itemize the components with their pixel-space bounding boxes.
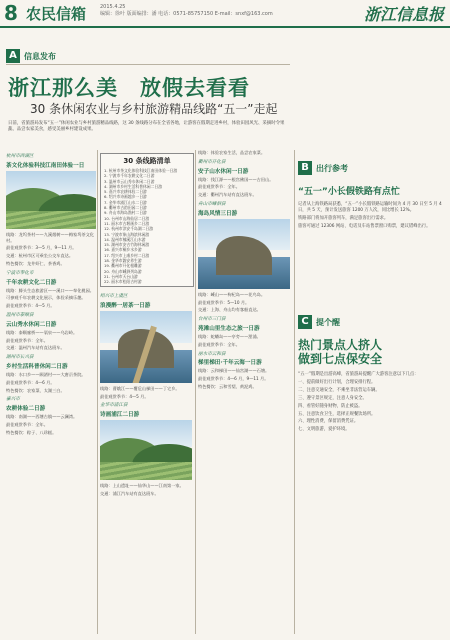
item-place: 衢州市开化县 (198, 159, 226, 165)
route-line: 4. 湖州市乡村生活科普休闲二日游 (104, 183, 162, 189)
item-title: 浪漫醉一居茶一日游 (100, 302, 151, 309)
item-place: 嘉兴市 (6, 397, 20, 403)
item-place: 金华市浦江县 (100, 403, 128, 409)
route-line: 11. 丽水市古堰画乡二日游 (104, 220, 150, 226)
route-box-title: 30 条线路清单 (123, 157, 171, 165)
header-meta (100, 4, 273, 18)
route-line: 20. 舟山市嵊泗列岛游 (104, 268, 142, 274)
badge-text: 提个醒 (316, 317, 340, 327)
item-body: 最佳观赏季节：4—5 月。 (6, 303, 55, 309)
item-title: 农耕体验二日游 (6, 406, 46, 413)
paragraph: 五、注意饮食卫生，选择正规餐饮场所。 (298, 411, 376, 417)
item-body: 最佳观赏季节：3—5 月，9—11 月。 (6, 245, 77, 251)
divider (6, 64, 290, 65)
section-b-badge (298, 161, 348, 175)
item-body: 线路：体验农家生活，品尝农家菜。 (198, 150, 266, 155)
route-line: 17. 绍兴市上虞乡村二日游 (104, 252, 150, 258)
item-title: 乡村生活科普休闲二日游 (6, 363, 68, 370)
item-title: 海岛风情三日游 (198, 210, 238, 217)
route-line: 7. 金华市浦江山水二日游 (104, 199, 147, 205)
paragraph: 三、遵守景区规定，注意人身安全。 (298, 395, 367, 401)
masthead: 浙江信息报 (363, 5, 444, 24)
route-line: 2. 宁波市千年农耕文化二日游 (104, 173, 155, 179)
orchard-photo (100, 420, 192, 480)
item-body: 线路：上山遗址——仙华山——江南第一家。 (100, 483, 184, 489)
item-title: 千年农耕文化二日游 (6, 279, 57, 286)
item-place: 丽水市云和县 (198, 351, 226, 357)
route-line: 13. 宁波市象山海滨休闲游 (104, 231, 150, 237)
section-name: 农民信箱 (26, 5, 87, 23)
column-3 (198, 150, 290, 392)
item-title: 诗画浦江二日游 (100, 412, 140, 419)
item-body: 最佳观赏季节：全年。 (6, 337, 48, 343)
route-list-box (100, 153, 194, 287)
item-place: 绍兴市上虞区 (100, 294, 128, 299)
item-body: 特色餐饮：龙井虾仁、茶香鸡。 (6, 260, 65, 266)
item-body: 最佳观赏季节：4—6 月，9—11 月。 (198, 376, 269, 382)
paragraph: 六、理性消费，保留消费凭证。 (298, 419, 359, 425)
column-1 (6, 150, 96, 438)
paragraph: 记者从上海铁路局获悉，“五一”小长假铁路运输时间为 4 月 30 日至 5 月 4 日，共 5 天，预计发送旅客 1200 万人次，同比增长 12%。 (298, 202, 442, 213)
item-body: 交通：上海、舟山均有客船直达。 (198, 307, 261, 313)
item-body: 特色餐饮：粽子、八珍糕。 (6, 429, 57, 435)
item-title: 云山秀水休闲二日游 (6, 321, 57, 328)
item-body: 最佳观赏季节：全年。 (198, 184, 240, 190)
item-body: 线路：云和梯田——仙宫湖——石塘。 (198, 368, 270, 374)
item-place: 宁波市奉化市 (6, 270, 34, 276)
badge-letter: C (298, 315, 312, 329)
badge-text: 信息发布 (24, 51, 56, 61)
route-line: 14. 温州市楠溪江山水游 (104, 236, 146, 242)
item-body: 特色餐饮：云和雪梨、黄泥鸡。 (198, 383, 257, 389)
route-line: 15. 湖州市安吉竹海休闲游 (104, 242, 150, 248)
section-c-body (298, 372, 446, 435)
item-body: 线路：蛇蟠岛——亭旁——浬浦。 (198, 333, 261, 339)
section-b-headline: “五一”小长假铁路有点忙 (298, 187, 400, 197)
paragraph: 七、文明旅游，爱护环境。 (298, 427, 350, 433)
item-body: 最佳观赏季节：全年。 (198, 341, 240, 347)
section-a-badge (6, 49, 56, 63)
badge-letter: B (298, 161, 312, 175)
badge-text: 出行参考 (316, 163, 348, 173)
section-c-headline: 热门景点人挤人 做到七点保安全 (298, 338, 383, 366)
island-photo (198, 219, 290, 289)
paragraph: 四、看管好随身财物，防止被盗。 (298, 403, 363, 409)
paragraph: 旅客可通过 12306 网站、电话及车站售票窗口购票，建议错峰出行。 (298, 223, 431, 229)
route-line: 5. 嘉兴市农耕体验二日游 (104, 189, 147, 195)
item-body: 可参观千年农耕文化展示，体验采摘乐趣。 (6, 295, 86, 301)
item-place: 舟山市嵊泗县 (198, 201, 226, 207)
badge-letter: A (6, 49, 20, 63)
route-line: 12. 杭州市淳安千岛湖二日游 (104, 226, 154, 232)
item-place: 温州市泰顺县 (6, 312, 34, 318)
item-body: 线路：南湖——西塘古镇——云澜湾。 (6, 414, 78, 420)
route-line: 10. 台州市山海仙居二日游 (104, 215, 150, 221)
item-body: 最佳观赏季节：4—6 月。 (6, 379, 55, 385)
column-rule (195, 150, 196, 634)
route-line: 9. 舟山市海岛渔村二日游 (104, 210, 147, 216)
column-rule (294, 150, 295, 634)
page-number: 8 (4, 1, 18, 25)
coast-photo (100, 311, 192, 383)
item-place: 杭州市西湖区 (6, 154, 34, 159)
main-subhead: 30 条休闲农业与乡村旅游精品线路“五一”走起 (30, 102, 278, 116)
item-title: 梯里梯田·千年云海一日游 (198, 360, 262, 367)
item-body: 线路：龙坞茶村——九溪烟树——梅家坞茶文化村。 (6, 231, 94, 243)
item-body: 交通：衢州汽车站有直达班车。 (198, 192, 257, 198)
item-title: 安子山水休闲一日游 (198, 168, 249, 175)
editor-line: 编辑：徐叶 版面编排：潘 电话：0571-85757150 E-mail：snxf@163.com (100, 11, 273, 17)
route-line: 1. 杭州市茶文化体验科技江南田体验一日游 (104, 168, 178, 173)
item-body: 交通：杭州市区可乘坐公交车直达。 (6, 253, 74, 259)
item-title: 茶文化体验科技江南田体验一日 (6, 162, 85, 169)
paragraph: 一、提前做好出行计划，合理安排行程。 (298, 379, 376, 385)
item-body: 最佳观赏季节：全年。 (6, 421, 48, 427)
item-place: 湖州市长兴县 (6, 355, 34, 361)
route-line: 22. 丽水市松阳古村游 (104, 279, 142, 285)
item-body: 线路：泰顺廊桥——氡泉——乌岩岭。 (6, 329, 78, 335)
item-body: 线路：滕头生态旅游区——溪口——奉化桃园。 (6, 287, 94, 293)
item-body: 最佳观赏季节：4—5 月。 (100, 393, 149, 399)
page-header (0, 0, 450, 28)
item-body: 线路：水口乡——顾渚村——大唐贡茶院。 (6, 371, 86, 377)
route-line: 18. 金华市磐安养生游 (104, 258, 142, 264)
terrace-photo (6, 171, 96, 229)
item-place: 台州市三门县 (198, 317, 226, 323)
paragraph: 二、注意交通安全，不乘坐非法营运车辆。 (298, 387, 380, 393)
item-body: 交通：浦江汽车站有直达班车。 (100, 490, 159, 496)
column-2 (100, 290, 192, 499)
paragraph: “五一”假期是出游高峰，省旅游局提醒广大游客注意以下几点： (298, 372, 419, 377)
item-title: 苑滩山里生态之旅一日游 (198, 325, 260, 332)
column-rule (97, 150, 98, 634)
item-body: 最佳观赏季节：5—10 月。 (198, 299, 250, 305)
item-body: 线路：曹娥江——覆卮山梯田——丁宅乡。 (100, 385, 180, 391)
date-line: 2015.4.25 (100, 4, 126, 10)
main-headline: 浙江那么美 放假去看看 (8, 76, 250, 100)
item-body: 特色餐饮：农家菜、太湖三白。 (6, 387, 65, 393)
section-b-body (298, 202, 446, 232)
item-body: 线路：嵊山——枸杞岛——花鸟岛。 (198, 291, 266, 297)
route-line: 21. 台州市天台山游 (104, 273, 138, 279)
lede-paragraph: 日前，省旅游局发布“五一”休闲农业与乡村旅游精品线路，这 30 条线路分布在全省各地，让游客在假期走进乡村，体验田园风光、采摘时令果蔬、品尝农家美食，感受美丽乡村建设成果。 (8, 121, 285, 132)
item-body: 交通：温州汽车站有直达班车。 (6, 345, 65, 351)
route-line: 19. 衢州市开化根雕游 (104, 263, 142, 269)
paragraph: 铁路部门将加开旅客列车，满足旅客出行需求。 (298, 215, 389, 221)
route-line: 3. 温州市云山秀水休闲二日游 (104, 178, 155, 184)
route-line: 6. 绍兴市诗画越乡一日游 (104, 194, 147, 200)
route-line: 16. 嘉兴市桐乡水乡游 (104, 247, 142, 253)
route-line: 8. 衢州市古韵田园二日游 (104, 205, 147, 211)
section-c-badge (298, 315, 340, 329)
item-body: 线路：钱江源——根宫佛国——古田山。 (198, 176, 274, 182)
